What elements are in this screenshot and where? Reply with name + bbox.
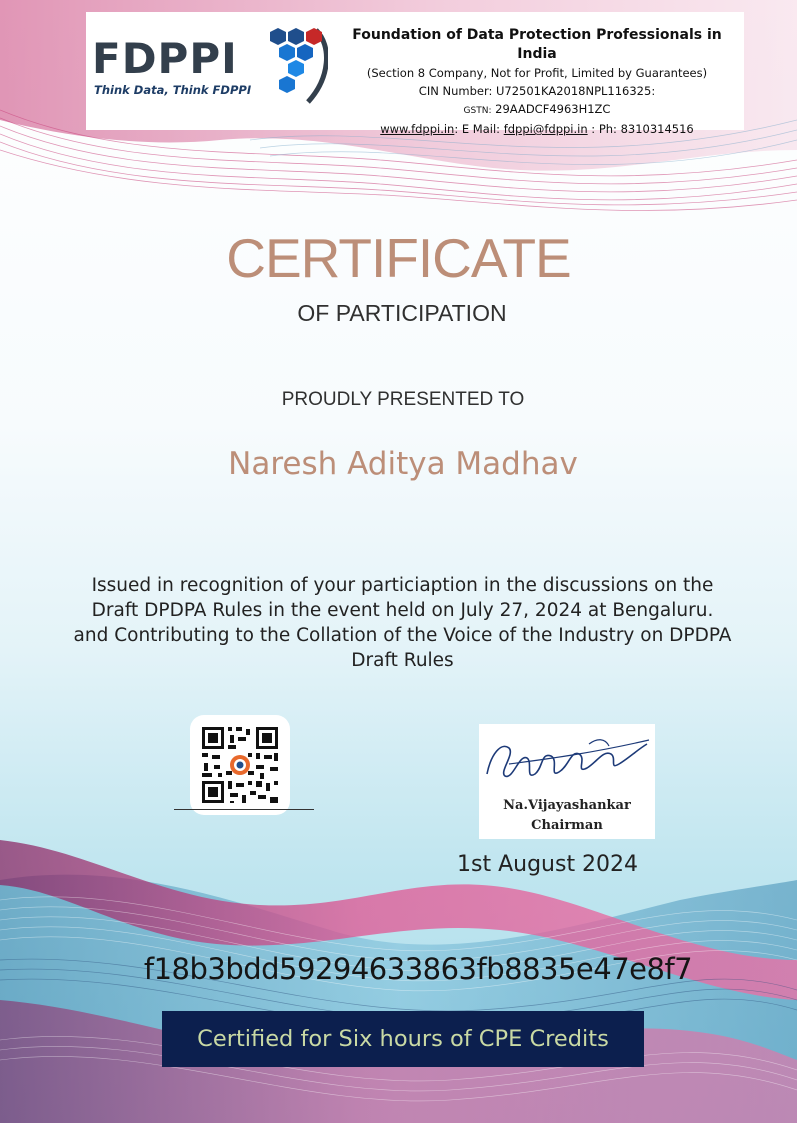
body-line: and Contributing to the Collation of the Voice of the Industry on DPDPA	[73, 625, 732, 646]
cpe-credits-banner: Certified for Six hours of CPE Credits	[162, 1011, 644, 1067]
issue-date: 1st August 2024	[457, 852, 639, 877]
email-link[interactable]: fdppi@fdppi.in	[503, 122, 588, 136]
certificate-title: CERTIFICATE	[226, 227, 571, 289]
header-letterhead	[86, 12, 744, 136]
company-type: (Section 8 Company, Not for Profit, Limited by Guarantees)	[366, 66, 708, 80]
signature-block	[479, 724, 655, 839]
signatory-name: Na.Vijayashankar	[503, 798, 631, 813]
cin-number: CIN Number: U72501KA2018NPL116325:	[418, 84, 656, 98]
certificate-hash: f18b3bdd59294633863fb8835e47e8f7	[143, 952, 693, 986]
logo-tagline: Think Data, Think FDPPI	[94, 83, 252, 97]
certificate-body	[30, 573, 775, 673]
gstn-line	[336, 100, 738, 120]
gstn-value: 29AADCF4963H1ZC	[495, 102, 611, 116]
body-line: Issued in recognition of your particiaption in the discussions on the	[91, 575, 714, 596]
recipient-name: Naresh Aditya Madhav	[228, 446, 578, 482]
qr-code-graphic	[190, 715, 290, 815]
qr-underline	[174, 809, 314, 810]
contact-line	[336, 120, 738, 138]
signatory	[479, 796, 655, 836]
gstn-label: GSTN:	[463, 106, 492, 116]
certificate-subtitle: OF PARTICIPATION	[297, 300, 507, 326]
signatory-role: Chairman	[531, 818, 603, 833]
org-name: Foundation of Data Protection Professionals in India	[352, 27, 722, 62]
body-line: Draft Rules	[351, 650, 454, 671]
email-label: : E Mail:	[454, 122, 501, 136]
hexagon-logo-icon	[256, 26, 328, 106]
org-details	[336, 26, 738, 138]
presented-to-label: PROUDLY PRESENTED TO	[281, 389, 525, 410]
body-line: Draft DPDPA Rules in the event held on July 27, 2024 at Bengaluru.	[91, 600, 714, 621]
signature-image	[479, 724, 655, 796]
website-link[interactable]: www.fdppi.in	[380, 122, 455, 136]
logo-wordmark: FDPPI	[92, 34, 238, 83]
qr-code-icon[interactable]	[190, 715, 290, 815]
phone-number: : Ph: 8310314516	[591, 122, 694, 136]
